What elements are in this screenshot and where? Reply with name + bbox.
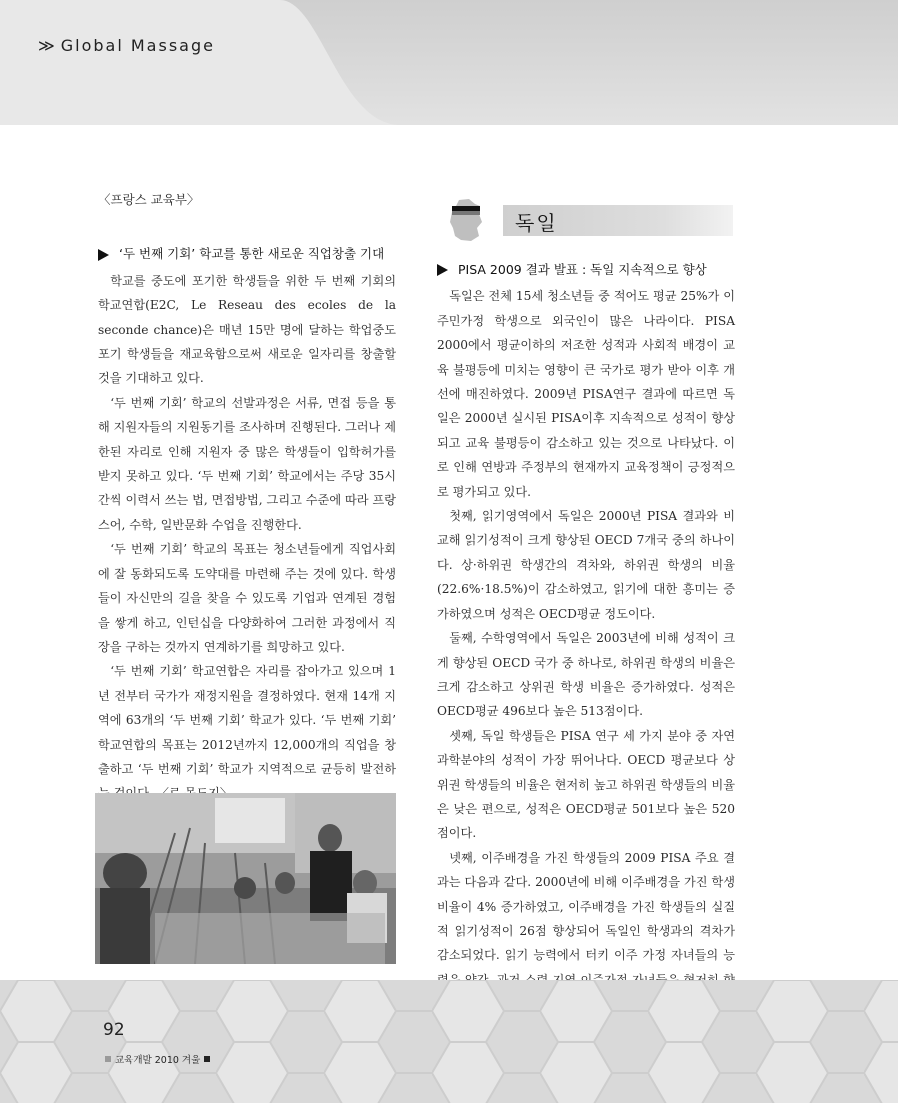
- section-title-box: [503, 205, 733, 236]
- right-paragraph: 독일은 전체 15세 청소년들 중 적어도 평균 25%가 이주민가정 학생으로 외국인이 많은 나라이다. PISA 2000에서 평균이하의 저조한 성적과 사회적 배경이 교육 불평등에 미치는 영향이 큰 국가로 평가 받아 이후 개선에 매진하였다. 2009년 PISA연구 결과에 따르면 독일은 2000년 실시된 PISA이후 지속적으로 성적이 향상되고 교육 불평등이 감소하고 있는 것으로 나타났다. 이로 인해 연방과 주정부의 현재까지 교육정책이 긍정적으로 평가되고 있다.: [437, 289, 735, 499]
- header-title: [38, 36, 215, 55]
- right-paragraph: 둘째, 수학영역에서 독일은 2003년에 비해 성적이 크게 향상된 OECD 국가 중 하나로, 하위권 학생의 비율은 크게 감소하고 상위권 학생 비율은 증가하였다. 성적은 OECD평균 496보다 높은 513점이다.: [437, 631, 735, 719]
- classroom-photo-image: [95, 793, 396, 964]
- left-paragraph: ‘두 번째 기회’ 학교의 선발과정은 서류, 면접 등을 통해 지원자들의 지원동기를 조사하며 진행된다. 그러나 제한된 자리로 인해 지원자 중 많은 학생들이 입학허가를 받지 못하고 있다. ‘두 번째 기회’ 학교에서는 주당 35시간씩 이력서 쓰는 법, 면접방법, 그리고 수준에 따라 프랑스어, 수학, 일반문화 수업을 진행한다.: [98, 395, 396, 532]
- header-curve: [230, 0, 400, 125]
- double-chevron-icon: ≫: [38, 36, 55, 55]
- square-marker-icon: [105, 1056, 111, 1062]
- section-caption: 〈프랑스 교육부〉: [98, 192, 200, 207]
- right-article-heading: [437, 258, 735, 282]
- right-heading-text: PISA 2009 결과 발표 : 독일 지속적으로 향상: [458, 262, 707, 277]
- publication-text: 교육개발 2010 겨울: [115, 1055, 201, 1066]
- right-paragraph: 넷째, 이주배경을 가진 학생들의 2009 PISA 주요 결과는 다음과 같다. 2000년에 비해 이주배경을 가진 학생 비율이 4% 증가하였고, 이주배경을 가진 학생들의 실질적 읽기성적이 26점 향상되어 독일인 학생과의 격차가 감소되었다. 읽기 능력에서 터키 이주 가정 자녀들의 능: [437, 850, 735, 963]
- right-paragraph: 셋째, 독일 학생들은 PISA 연구 세 가지 분야 중 자연과학분야의 성적이 가장 뛰어나다. OECD 평균보다 상위권 학생들의 비율은 현저히 높고 하위권 학생들의 비율은 낮은 편으로, 성적은 OECD평균 501보다 높은 520점이다.: [437, 728, 735, 841]
- page-number: 92: [103, 1020, 125, 1040]
- page-header: [0, 0, 898, 125]
- germany-map-flag-icon: [449, 198, 483, 242]
- left-heading-text: ‘두 번째 기회’ 학교를 통한 새로운 직업창출 기대: [119, 246, 385, 262]
- right-column: [437, 258, 735, 1041]
- left-column: [98, 188, 396, 806]
- left-article-heading: [98, 242, 396, 266]
- page-footer: [0, 980, 898, 1103]
- triangle-bullet-icon: [437, 264, 448, 276]
- left-paragraph: 학교를 중도에 포기한 학생들을 위한 두 번째 기회의 학교연합(E2C, Le Reseau des ecoles de la seconde chance)은 매년 15만 명에 달하는 학업중도포기 학생들을 재교육함으로써 새로운 일자리를 창출할 것을 기대하고 있다.: [98, 273, 396, 386]
- section-title: 독일: [515, 211, 558, 235]
- publication-label: [105, 1052, 210, 1066]
- header-title-text: Global Massage: [60, 36, 215, 55]
- right-paragraph: 첫째, 읽기영역에서 독일은 2000년 PISA 결과와 비교해 읽기성적이 크게 향상된 OECD 7개국 중의 하나이다. 상·하위권 학생간의 격차와, 하위권 학생의 비율(22.6%·18.5%)이 감소하였고, 읽기에 대한 흥미는 증가하였으며 성적은 OECD평균 정도이다.: [437, 509, 735, 621]
- left-paragraph: ‘두 번째 기회’ 학교의 목표는 청소년들에게 직업사회에 잘 동화되도록 도약대를 마련해 주는 것에 있다. 학생들이 자신만의 길을 찾을 수 있도록 기업과 연계된 경험을 쌓게 하고, 인턴십을 다양화하여 그러한 과정에서 직장을 구하는 것까지 연계하기를 희망하고 있다.: [98, 542, 396, 654]
- left-paragraph: ‘두 번째 기회’ 학교연합은 자리를 잡아가고 있으며 1년 전부터 국가가 재정지원을 결정하였다. 현재 14개 지역에 63개의 ‘두 번째 기회’ 학교가 있다. ‘두 번째 기회’ 학교연합의 목표는 2012년까지 12,000개의 직업을 창출하고 ‘두 번째 기회’ 학교가 지역적으로 균등히 발전하: [98, 664, 396, 776]
- germany-section-banner: [449, 198, 734, 242]
- square-marker-icon: [204, 1056, 210, 1062]
- hexagon-pattern: [0, 980, 898, 1103]
- triangle-bullet-icon: [98, 249, 109, 261]
- classroom-photo: [95, 793, 396, 964]
